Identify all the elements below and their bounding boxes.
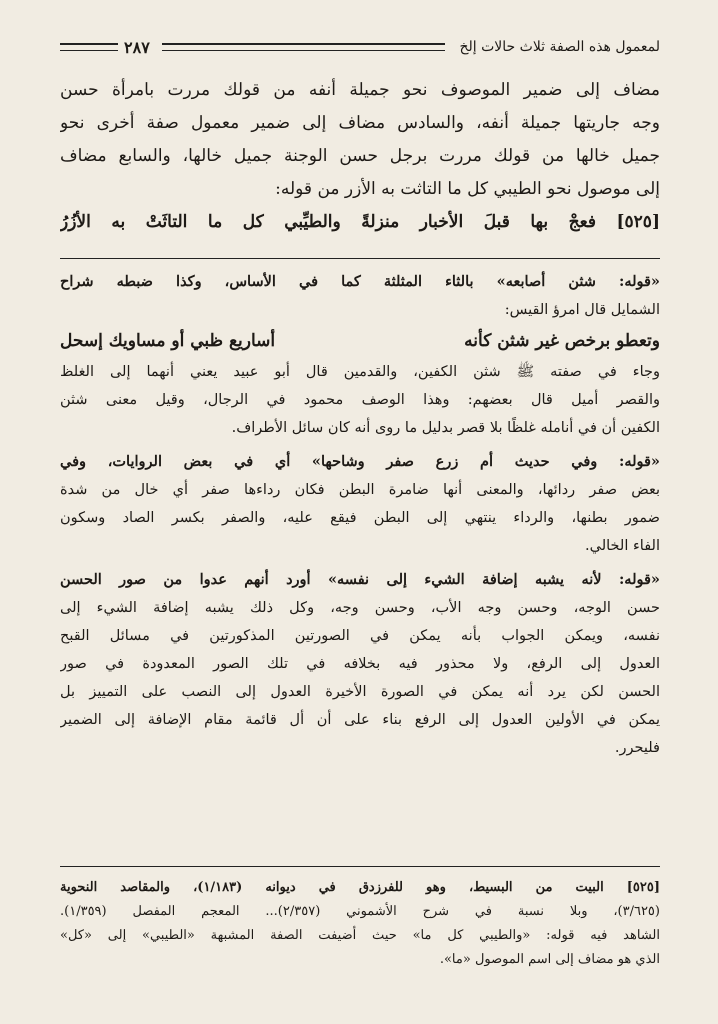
poem-line: [60, 324, 660, 358]
main-line: جميل خالها من قولك مررت برجل حسن الوجنة جميل خالها، والسابع مضاف: [60, 146, 660, 166]
commentary-line: فليحرر.: [614, 740, 660, 756]
main-text: [60, 74, 660, 239]
commentary-line: وجاء في صفته ﷺ شثن الكفين، والقدمين قال أبو عبيد يعني أنهما إلى الغلظ: [60, 364, 660, 380]
header-rule: [162, 43, 446, 51]
commentary-line: الفاء الخالي.: [585, 538, 660, 554]
verse-line: [٥٢٥] فعجْ بها قبلَ الأخبار منزلةً والطيِّبي كل ما التاثَتْ به الأزُرُ: [60, 212, 660, 232]
commentary-line: الشمايل قال امرؤ القيس:: [504, 302, 660, 318]
page-number: ٢٨٧: [124, 37, 150, 57]
poem-hemistich-left: أساريع ظبي أو مساويك إسحل: [60, 331, 276, 351]
commentary-line: الكفين أن في أنامله غلظًا بلا قصر بدليل ما روى أنه كان سائل الأطراف.: [231, 420, 660, 436]
footnote-line: الذي هو مضاف إلى اسم الموصول «ما».: [439, 952, 660, 967]
commentary-line: «قوله: لأنه يشبه إضافة الشيء إلى نفسه» أورد أنهم عدوا من صور الحسن: [60, 571, 660, 588]
commentary-line: بعض صفر ردائها، والمعنى أنها ضامرة البطن فكان رداءها صفر أي خال من شدة: [60, 482, 660, 498]
footnote-line: (٣/٦٢٥)، وبلا نسبة في شرح الأشموني (٢/٣٥٧)... المعجم المفصل (١/٣٥٩).: [60, 904, 660, 919]
commentary-line: «قوله: وفي حديث أم زرع صفر وشاحها» أي في بعض الروايات، وفي: [60, 453, 660, 470]
commentary-line: حسن الوجه، وحسن وجه الأب، وحسن وجه، وكل ذلك يشبه إضافة الشيء إلى: [60, 600, 660, 616]
commentary: [60, 268, 660, 762]
commentary-line: نفسه، ويمكن الجواب بأنه يمكن في الصورتين المذكورتين في مسائل القبح: [60, 628, 660, 644]
commentary-line: يمكن في الأولين العدول إلى الرفع بناء على أن أل قائمة مقام الإضافة إلى الضمير: [60, 712, 660, 728]
header-title: لمعمول هذه الصفة ثلاث حالات إلخ: [459, 39, 660, 55]
footnote-line: الشاهد فيه قوله: «والطيبي كل ما» حيث أضيفت الصفة المشبهة «الطيبي» إلى «كل»: [60, 928, 660, 943]
main-line: إلى موصول نحو الطيبي كل ما التاثت به الأزر من قوله:: [275, 179, 660, 199]
running-header: [60, 32, 660, 62]
commentary-line: الحسن لكن يرد أنه يمكن في الصورة الأخيرة العدول إلى النصب على التمييز بل: [60, 684, 660, 700]
footnotes: [60, 876, 660, 972]
section-divider: [60, 258, 660, 259]
header-rule-end: [60, 43, 118, 51]
main-line: مضاف إلى ضمير الموصوف نحو جميلة أنفه من قولك مررت بامرأة حسن: [60, 80, 660, 100]
commentary-line: العدول إلى الرفع، ولا محذور فيه بخلافه في تلك الصور المعدودة في صور: [60, 656, 660, 672]
footnote-line: [٥٢٥] البيت من البسيط، وهو للفرزدق في ديوانه (١/١٨٣)، والمقاصد النحوية: [60, 880, 660, 895]
main-line: وجه جاريتها جميلة أنفه، والسادس مضاف إلى ضمير معمول صفة أخرى نحو: [60, 113, 660, 133]
footnote-divider: [60, 866, 660, 867]
poem-hemistich-right: وتعطو برخص غير شثن كأنه: [464, 331, 660, 351]
commentary-line: ضمور بطنها، والرداء ينتهي إلى البطن فيقع عليه، والصفر بكسر الصاد وسكون: [60, 510, 660, 526]
commentary-line: والقصر أميل قال بعضهم: وهذا الوصف محمود في الرجال، وقيل معنى شثن: [60, 392, 660, 408]
commentary-line: «قوله: شثن أصابعه» بالثاء المثلثة كما في الأساس، وكذا ضبطه شراح: [60, 273, 660, 290]
